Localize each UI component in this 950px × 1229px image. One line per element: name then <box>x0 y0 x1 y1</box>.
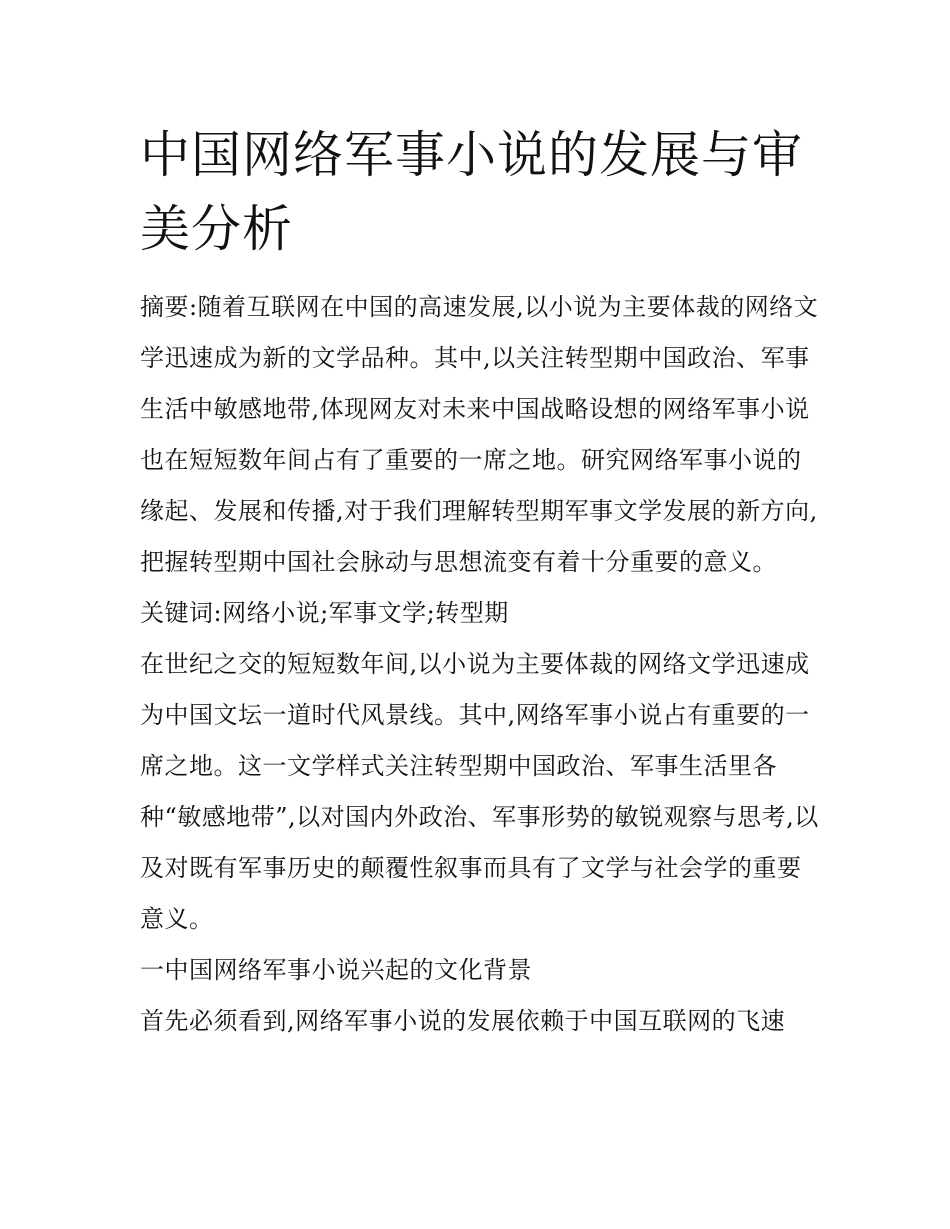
document-title: 中国网络军事小说的发展与审美分析 <box>140 126 803 258</box>
intro-paragraph: 在世纪之交的短短数年间,以小说为主要体裁的网络文学迅速成为中国文坛一道时代风景线。其中,网络军事小说占有重要的一席之地。这一文学样式关注转型期中国政治、军事生活里各种“敏感地带”,以对国内外政治、军事形势的敏锐观察与思考,以及对既有军事历史的颠覆性叙事而具有了文学与社会学的重要意义。 <box>140 650 819 933</box>
document-page <box>140 118 820 1047</box>
abstract-paragraph: 摘要:随着互联网在中国的高速发展,以小说为主要体裁的网络文学迅速成为新的文学品种。其中,以关注转型期中国政治、军事生活中敏感地带,体现网友对未来中国战略设想的网络军事小说也在短短数年间占有了重要的一席之地。研究网络军事小说的缘起、发展和传播,对于我们理解转型期军事文学发展的新方向,把握转型期中国社会脉动与思想流变有着十分重要的意义。 <box>140 293 819 576</box>
keywords-line: 关键词:网络小说;军事文学;转型期 <box>140 599 509 627</box>
section-heading: 一中国网络军事小说兴起的文化背景 <box>140 956 532 984</box>
section-paragraph: 首先必须看到,网络军事小说的发展依赖于中国互联网的飞速 <box>140 1007 786 1035</box>
